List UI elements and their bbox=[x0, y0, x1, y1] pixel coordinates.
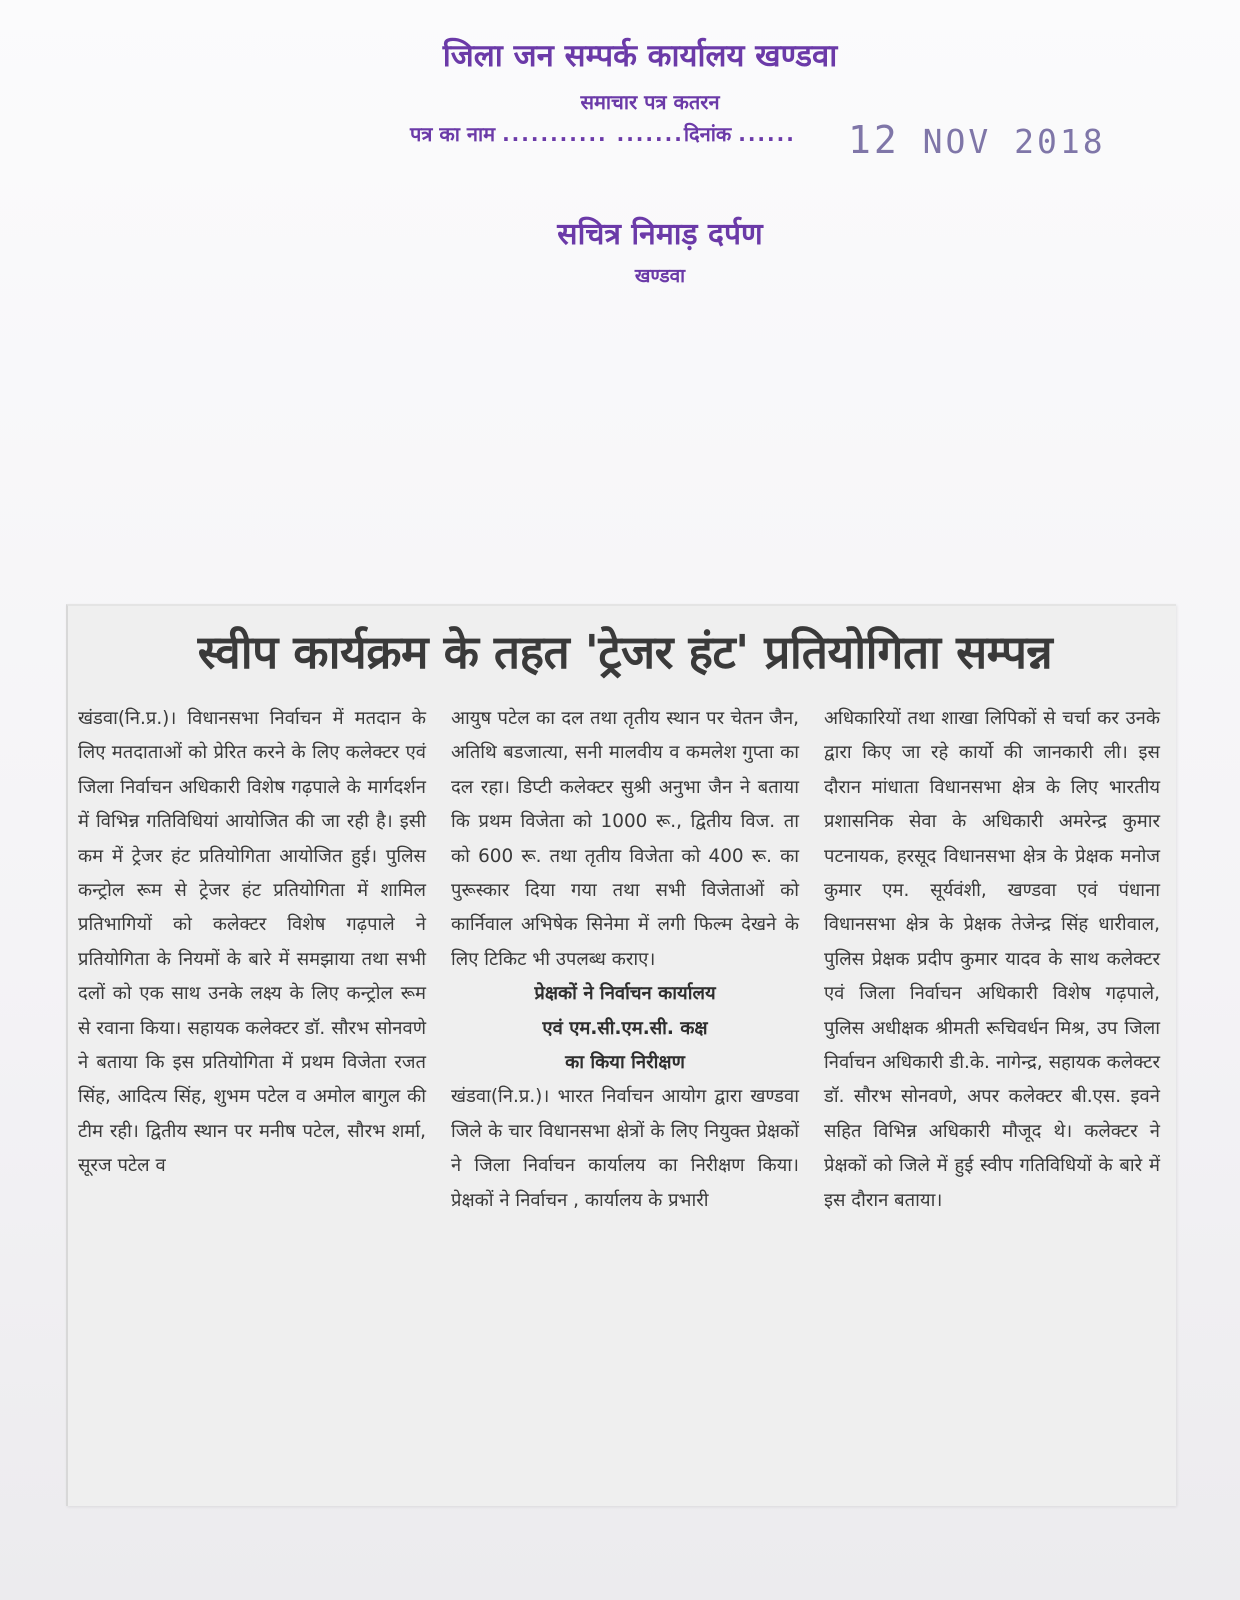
office-title: जिला जन सम्पर्क कार्यालय खण्डवा bbox=[442, 38, 838, 74]
subheading-line-2: एवं एम.सी.एम.सी. कक्ष bbox=[542, 1017, 708, 1039]
subheading-line-3: का किया निरीक्षण bbox=[565, 1052, 685, 1074]
article-headline: स्वीप कार्यक्रम के तहत 'ट्रेजर हंट' प्रतियोगिता सम्पन्न bbox=[197, 625, 1053, 679]
newspaper-clipping bbox=[66, 604, 1176, 1506]
newspaper-meta-line bbox=[410, 120, 796, 147]
date-blank: ...... bbox=[738, 122, 796, 146]
newspaper-city: खण्डवा bbox=[634, 265, 686, 287]
article-column-1 bbox=[78, 702, 426, 1184]
column-1-text: खंडवा(नि.प्र.)। विधानसभा निर्वाचन में मतदान के लिए मतदाताओं को प्रेरित करने के लिए कलेक्टर एवं जिला निर्वाचन अधिकारी विशेष गढ़पाले के मार्गदर्शन में विभिन्न गतिविधियां आयोजित की जा रही है। इसी कम में ट्रेजर हंट प्रतियोगिता आयोजित हुई। पुलिस कन्ट्रोल रूम से ट्रेजर हंट प्रतियोगिता में शामिल प्रतिभागियों को कलेक्टर विशेष गढ़पाले ने प्रतियोगिता के नियमों के बारे में समझाया तथा सभी दलों को एक साथ उनके लक्ष्य के लिए कन्ट्रोल रूम से रवाना किया। सहायक कलेक्टर डॉ. सौरभ सोनवणे ने बताया कि इस प्रतियोगिता में प्रथम विजेता रजत सिंह, आदित्य सिंह, शुभम पटेल व अमोल बागुल की टीम रही। द्वितीय स्थान पर मनीष पटेल, सौरभ शर्मा, सूरज पटेल व bbox=[78, 708, 426, 1177]
article-column-2 bbox=[451, 702, 799, 1218]
clipping-label: समाचार पत्र कतरन bbox=[580, 90, 720, 114]
column-2-text-top: आयुष पटेल का दल तथा तृतीय स्थान पर चेतन जैन, अतिथि बडजात्या, सनी मालवीय व कमलेश गुप्ता का दल रहा। डिप्टी कलेक्टर सुश्री अनुभा जैन ने बताया कि प्रथम विजेता को 1000 रू., द्वितीय विज. ता को 600 रू. तथा तृतीय विजेता को 400 रू. का पुरूस्कार दिया गया तथा सभी विजेताओं को कार्निवाल अभिषेक सिनेमा में लगी फिल्म देखने के लिए टिकिट भी उपलब्ध कराए। bbox=[451, 708, 799, 970]
date-stamp-day: 12 bbox=[848, 118, 900, 162]
newspaper-name-label: पत्र का नाम bbox=[410, 122, 496, 146]
column-3-text: अधिकारियों तथा शाखा लिपिकों से चर्चा कर उनके द्वारा किए जा रहे कार्यो की जानकारी ली। इस दौरान मांधाता विधानसभा क्षेत्र के लिए भारतीय प्रशासनिक सेवा के अधिकारी अमरेन्द्र कुमार पटनायक, हरसूद विधानसभा क्षेत्र के प्रेक्षक मनोज कुमार एम. सूर्यवंशी, खण्डवा एवं पंधाना विधानसभा क्षेत्र के प्रेक्षक तेजेन्द्र सिंह धारीवाल, पुलिस प्रेक्षक प्रदीप कुमार यादव के साथ कलेक्टर एवं जिला निर्वाचन अधिकारी विशेष गढ़पाले, पुलिस अधीक्षक श्रीमती रूचिवर्धन मिश्र, उप जिला निर्वाचन अधिकारी डी.के. नागेन्द्र, सहायक कलेक्टर डॉ. सौरभ सोनवणे, अपर कलेक्टर बी.एस. इवने सहित विभिन्न अधिकारी मौजूद थे। कलेक्टर ने प्रेक्षकों को जिले में हुई स्वीप गतिविधियों के बारे में इस दौरान बताया। bbox=[824, 708, 1160, 1211]
date-label: दिनांक bbox=[683, 122, 732, 146]
newspaper-name: सचित्र निमाड़ दर्पण bbox=[557, 217, 763, 252]
column-2-text-bottom: खंडवा(नि.प्र.)। भारत निर्वाचन आयोग द्वारा खण्डवा जिले के चार विधानसभा क्षेत्रों के लिए नियुक्त प्रेक्षकों ने जिला निर्वाचन कार्यालय का निरीक्षण किया। प्रेक्षकों ने निर्वाचन , कार्यालय के प्रभारी bbox=[451, 1086, 799, 1211]
date-stamp bbox=[848, 118, 1106, 162]
subheading-line-1: प्रेक्षकों ने निर्वाचन कार्यालय bbox=[534, 983, 716, 1005]
date-stamp-month-year: NOV 2018 bbox=[922, 122, 1106, 161]
newspaper-name-blank: ........... ....... bbox=[502, 122, 684, 146]
article-column-3 bbox=[824, 702, 1160, 1218]
